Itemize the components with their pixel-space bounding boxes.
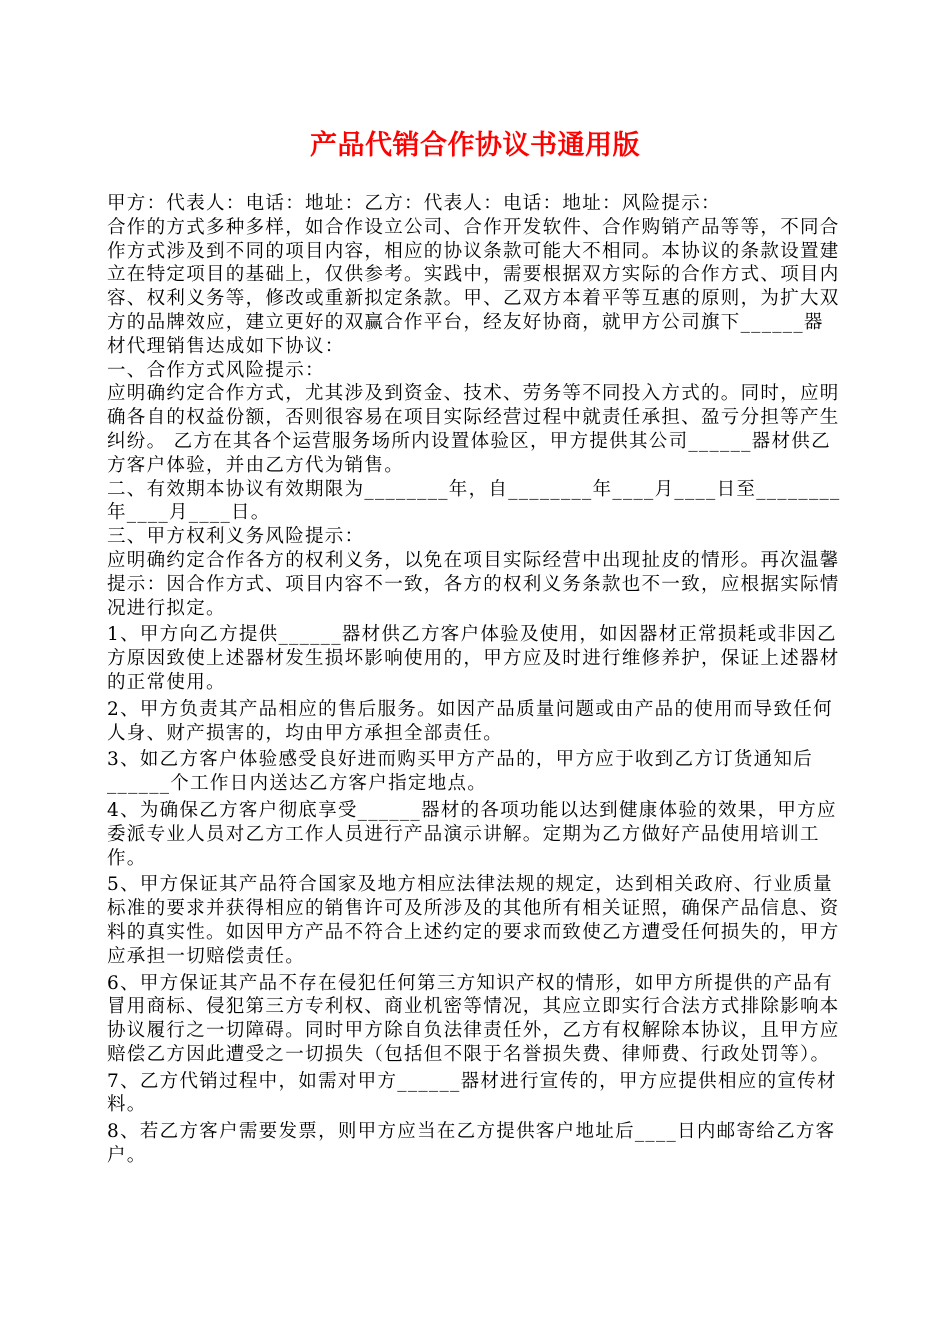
validity-paragraph: 二、有效期本协议有效期限为________年，自________年____月____日至________年____月____日。 xyxy=(107,478,841,524)
clause-7: 7、乙方代销过程中，如需对甲方______器材进行宣传的，甲方应提供相应的宣传材料。 xyxy=(107,1070,837,1116)
clause-3: 3、如乙方客户体验感受良好进而购买甲方产品的，甲方应于收到乙方订货通知后______个工作日内送达乙方客户指定地点。 xyxy=(107,749,814,795)
clause-6: 6、甲方保证其产品不存在侵犯任何第三方知识产权的情形，如甲方所提供的产品有冒用商标、侵犯第三方专利权、商业机密等情况，其应立即实行合法方式排除影响本协议履行之一切障碍。同时甲方除自负法律责任外，乙方有权解除本协议，且甲方应赔偿乙方因此遭受之一切损失（包括但不限于名誉损失费、律师费、行政处罚等）。 xyxy=(107,972,840,1065)
clause-4: 4、为确保乙方客户彻底享受______器材的各项功能以达到健康体验的效果，甲方应委派专业人员对乙方工作人员进行产品演示讲解。定期为乙方做好产品使用培训工作。 xyxy=(107,799,837,869)
intro-paragraph: 合作的方式多种多样，如合作设立公司、合作开发软件、合作购销产品等等，不同合作方式涉及到不同的项目内容，相应的协议条款可能大不相同。本协议的条款设置建立在特定项目的基础上，仅供参考。实践中，需要根据双方实际的合作方式、项目内容、权利义务等，修改或重新拟定条款。甲、乙双方本着平等互惠的原则，为扩大双方的品牌效应，建立更好的双赢合作平台，经友好协商，就甲方公司旗下______器材代理销售达成如下协议： xyxy=(107,216,840,357)
document-title: 产品代销合作协议书通用版 xyxy=(310,130,640,161)
section-heading-party-a: 三、甲方权利义务风险提示： xyxy=(107,526,365,548)
section-heading-cooperation: 一、合作方式风险提示： xyxy=(107,359,325,381)
party-a-rights-paragraph: 应明确约定合作各方的权利义务，以免在项目实际经营中出现扯皮的情形。再次温馨提示：因合作方式、项目内容不一致，各方的权利义务条款也不一致，应根据实际情况进行拟定。 xyxy=(107,549,840,619)
clause-5: 5、甲方保证其产品符合国家及地方相应法律法规的规定，达到相关政府、行业质量标准的要求并获得相应的销售许可及所涉及的其他所有相关证照，确保产品信息、资料的真实性。如因甲方产品不符合上述约定的要求而致使乙方遭受任何损失的，甲方应承担一切赔偿责任。 xyxy=(107,874,840,967)
clause-1: 1、甲方向乙方提供______器材供乙方客户体验及使用，如因器材正常损耗或非因乙方原因致使上述器材发生损坏影响使用的，甲方应及时进行维修养护，保证上述器材的正常使用。 xyxy=(107,624,840,693)
party-info-line: 甲方：代表人：电话：地址：乙方：代表人：电话：地址：风险提示： xyxy=(107,193,721,214)
cooperation-paragraph: 应明确约定合作方式，尤其涉及到资金、技术、劳务等不同投入方式的。同时，应明确各自的权益份额，否则很容易在项目实际经营过程中就责任承担、盈亏分担等产生纠纷。 乙方在其各个运营服务场所内设置体验区，甲方提供其公司______器材供乙方客户体验，并由乙方代为销售。 xyxy=(107,383,840,476)
document-body xyxy=(107,192,843,1168)
clause-8: 8、若乙方客户需要发票，则甲方应当在乙方提供客户地址后____日内邮寄给乙方客户。 xyxy=(107,1121,836,1167)
clause-2: 2、甲方负责其产品相应的售后服务。如因产品质量问题或由产品的使用而导致任何人身、财产损害的，均由甲方承担全部责任。 xyxy=(107,698,833,744)
